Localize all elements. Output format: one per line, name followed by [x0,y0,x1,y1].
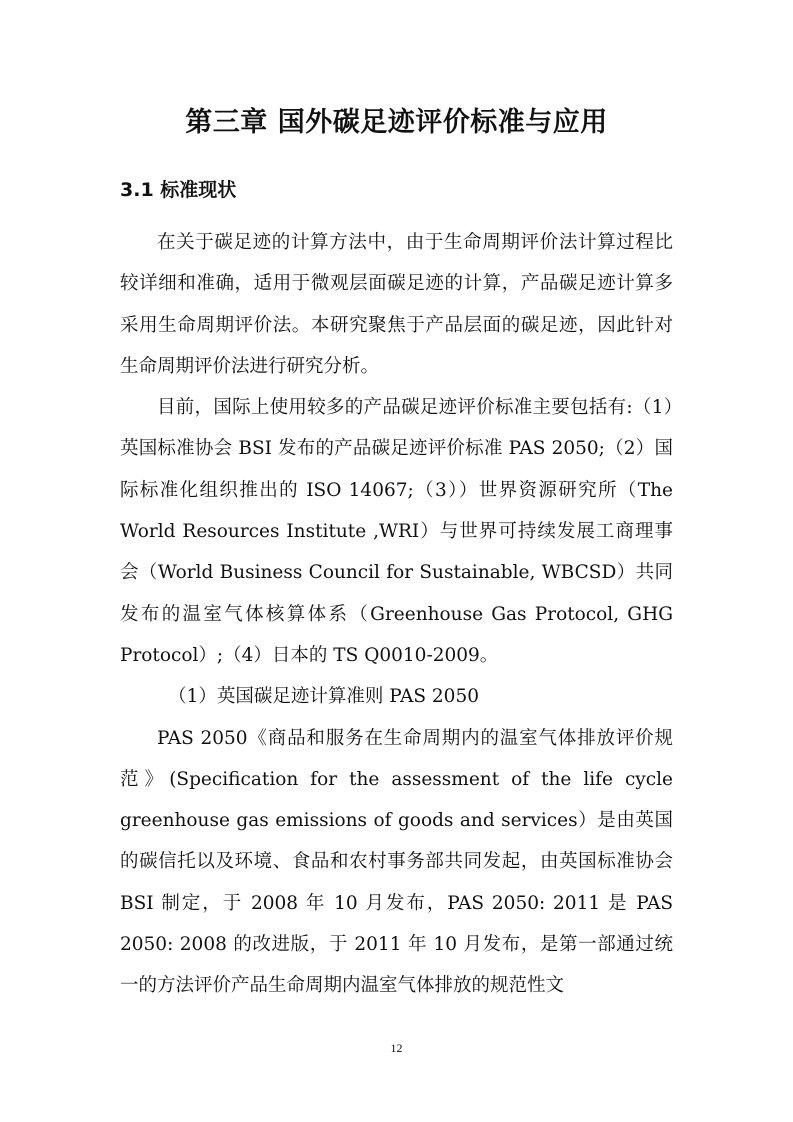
paragraph-method: 在关于碳足迹的计算方法中，由于生命周期评价法计算过程比较详细和准确，适用于微观层面碳足迹的计算，产品碳足迹计算多采用生命周期评价法。本研究聚焦于产品层面的碳足迹，因此针对生命周期评价法进行研究分析。 [120,232,673,377]
paragraph-pas2050: PAS 2050《商品和服务在生命周期内的温室气体排放评价规范》(Specification for the assessment of the life cycle greenhouse gas emissions of goods and services）是由英国的碳信托以及环境、食品和农村事务部共同发起，由英国标准协会 BSI 制定，于 2008 年 10 月发布，PAS 2050: 2011 是 PAS 2050: 2008 的改进版，于 2011 年 10 月发布，是第一部通过统一的方法评价产品生命周期内温室气体排放的规范性文 [120,727,673,997]
subheading-pas2050: （1）英国碳足迹计算准则 PAS 2050 [168,686,479,708]
chapter-title: 第三章 国外碳足迹评价标准与应用 [185,107,608,138]
body-text [120,222,673,1007]
page-number: 12 [390,1041,403,1055]
paragraph-standards-overview: 目前，国际上使用较多的产品碳足迹评价标准主要包括有:（1）英国标准协会 BSI 发布的产品碳足迹评价标准 PAS 2050;（2）国际标准化组织推出的 ISO 14067;（3））世界资源研究所（The World Resources Institute ,WRI）与世界可持续发展工商理事会（World Business Council for Sustainable, WBCSD）共同发布的温室气体核算体系（Greenhouse Gas Protocol, GHG Protocol）;（4）日本的 TS Q0010-2009。 [120,397,673,666]
section-heading: 3.1 标准现状 [120,179,237,201]
